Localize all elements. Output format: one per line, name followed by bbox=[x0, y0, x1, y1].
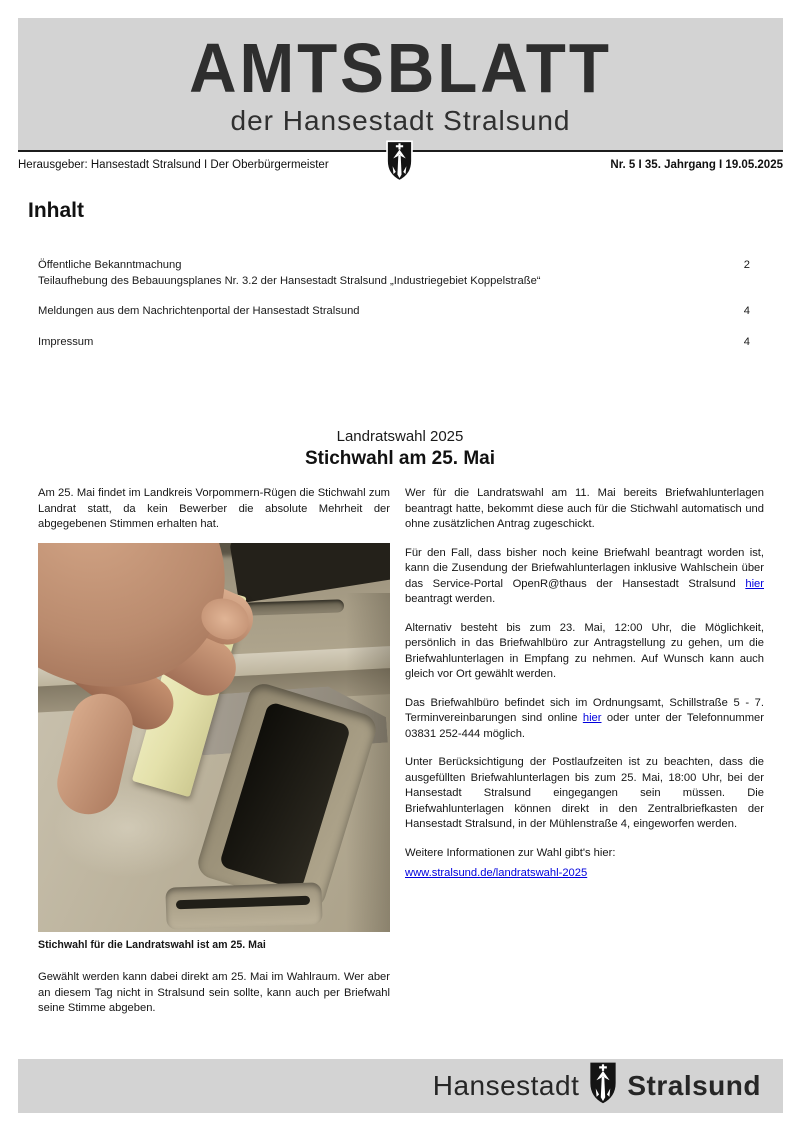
inline-link[interactable]: hier bbox=[582, 712, 602, 724]
stralsund-crest-icon bbox=[588, 1061, 618, 1105]
paragraph: Gewählt werden kann dabei direkt am 25. Mai im Wahlraum. Wer aber an diesem Tag nicht in Stralsund sein sollte, kann auch per Briefwahl seine Stimme abgeben. bbox=[38, 971, 390, 1014]
city-logo bbox=[433, 1067, 761, 1105]
text-segment: Für den Fall, dass bisher noch keine Briefwahl beantragt worden ist, kann die Zusendung der Briefwahlunterlagen inklusive Wahlschein über das Service-Portal OpenR@thaus der Hansestadt Stralsund bbox=[405, 546, 764, 590]
toc-item-title: Impressum bbox=[38, 335, 94, 348]
article-column-left bbox=[38, 486, 390, 1017]
paragraph bbox=[405, 755, 764, 833]
paragraph-link-line bbox=[405, 866, 764, 882]
issue-info: Nr. 5 I 35. Jahrgang I 19.05.2025 bbox=[610, 159, 783, 171]
article-photo bbox=[38, 543, 390, 932]
toc-item bbox=[38, 258, 750, 289]
toc-heading: Inhalt bbox=[28, 199, 84, 222]
logo-word-hansestadt: Hansestadt bbox=[432, 1070, 580, 1101]
toc-item-title: Meldungen aus dem Nachrichtenportal der Hansestadt Stralsund bbox=[38, 305, 360, 318]
table-of-contents bbox=[38, 258, 750, 350]
article-title: Stichwahl am 25. Mai bbox=[304, 448, 496, 469]
text-segment: Alternativ besteht bis zum 23. Mai, 12:00 Uhr, die Möglichkeit, persönlich in das Briefwahlbüro zur Antragstellung zu gehen, um die Briefwahlunterlagen in Empfang zu nehmen. Auf Wunsch kann auch gleich vor Ort gewählt werden. bbox=[405, 621, 764, 680]
inline-link[interactable]: hier bbox=[745, 577, 764, 590]
paragraph bbox=[405, 696, 764, 743]
text-segment: beantragt werden. bbox=[405, 593, 496, 605]
toc-page-number: 4 bbox=[743, 335, 750, 348]
toc-item-subtitle: Teilaufhebung des Bebauungsplanes Nr. 3.2 der Hansestadt Stralsund „Industriegebiet Koppelstraße“ bbox=[38, 274, 541, 287]
photo-caption: Stichwahl für die Landratswahl ist am 25. Mai bbox=[38, 938, 266, 951]
inline-link[interactable]: www.stralsund.de/landratswahl-2025 bbox=[405, 867, 588, 879]
toc-item bbox=[38, 304, 750, 320]
toc-page-number: 2 bbox=[743, 259, 750, 271]
paragraph: Am 25. Mai findet im Landkreis Vorpommern-Rügen die Stichwahl zum Landrat statt, da kein Bewerber die absolute Mehrheit der abgegebenen Stimmen erhalten hat. bbox=[38, 487, 390, 530]
paragraph bbox=[405, 846, 764, 862]
article-body bbox=[38, 486, 764, 1017]
toc-page-number: 4 bbox=[743, 305, 750, 318]
toc-item-title: Öffentliche Bekanntmachung bbox=[38, 259, 182, 271]
text-segment: Weitere Informationen zur Wahl gibt's hier: bbox=[405, 846, 616, 859]
stralsund-crest-icon bbox=[386, 140, 413, 182]
paragraph bbox=[405, 486, 764, 533]
article-column-right bbox=[405, 486, 764, 1017]
logo-word-stralsund: Stralsund bbox=[627, 1070, 761, 1101]
footer-bar bbox=[18, 1059, 783, 1113]
paragraph bbox=[405, 546, 764, 608]
text-segment: Unter Berücksichtigung der Postlaufzeiten ist zu beachten, dass die ausgefüllten Briefwahlunterlagen bis zum 25. Mai, 18:00 Uhr, bei der Hansestadt Stralsund eingegangen sein müssen. Die Briefwahlunterlagen können direkt in den Zentralbriefkasten der Hansestadt Stralsund, in der Mühlenstraße 4, eingeworfen werden. bbox=[405, 756, 764, 830]
paragraph bbox=[405, 621, 764, 683]
masthead-subtitle: der Hansestadt Stralsund bbox=[230, 105, 571, 136]
masthead bbox=[18, 18, 783, 152]
text-segment: Wer für die Landratswahl am 11. Mai bereits Briefwahlunterlagen beantragt hatte, bekommt diese auch für die Stichwahl automatisch und ohne zusätzlichen Antrag zugeschickt. bbox=[405, 487, 764, 530]
publisher-text: Herausgeber: Hansestadt Stralsund I Der Oberbürgermeister bbox=[18, 159, 329, 171]
text-segment: oder unter der Telefonnummer 03831 252-444 möglich. bbox=[405, 712, 764, 740]
toc-item bbox=[38, 335, 750, 351]
article-head bbox=[0, 428, 800, 470]
text-segment: Das Briefwahlbüro befindet sich im Ordnungsamt, Schillstraße 5 - 7. Terminvereinbarungen sind online bbox=[405, 696, 764, 724]
masthead-title: AMTSBLATT bbox=[189, 29, 612, 108]
article-kicker: Landratswahl 2025 bbox=[336, 428, 464, 445]
